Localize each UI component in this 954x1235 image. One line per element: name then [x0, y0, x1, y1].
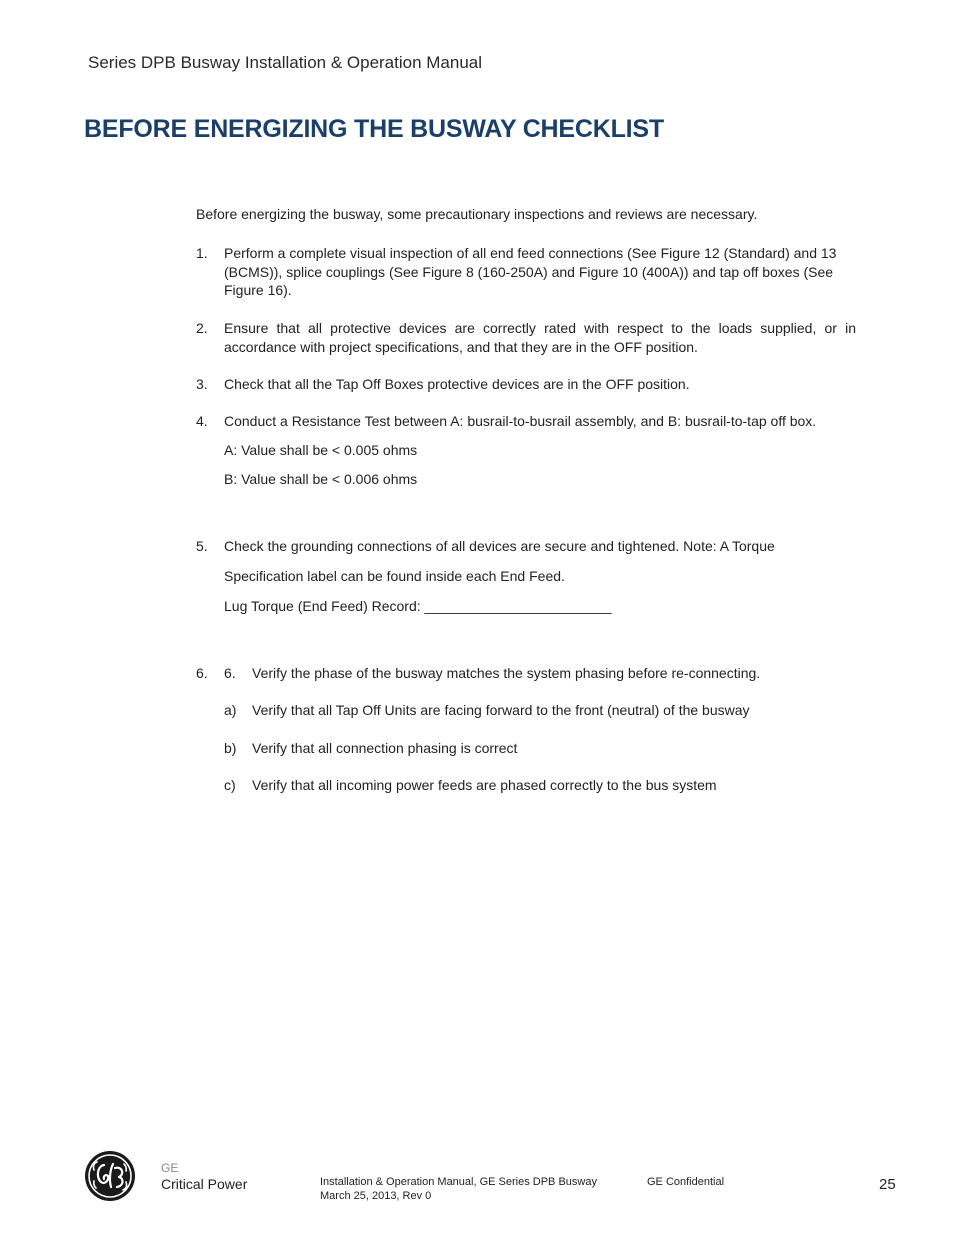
- resistance-value-a: A: Value shall be < 0.005 ohms: [224, 442, 418, 458]
- item-text: Perform a complete visual inspection of all end feed connections (See Figure 12 (Standard) and 13 (BCMS)), splice couplings (See Figure 8 (160-250A) and Figure 10 (400A)) and tap off boxes (See Figure 16).: [224, 245, 837, 298]
- footer-document-title: Installation & Operation Manual, GE Series DPB Busway: [320, 1176, 597, 1188]
- footer-document-date: March 25, 2013, Rev 0: [320, 1190, 432, 1202]
- item-number: 1.: [196, 245, 208, 261]
- item-text: Conduct a Resistance Test between A: busrail-to-busrail assembly, and B: busrail-to-tap off box.: [224, 413, 817, 429]
- checklist-item-3: [196, 375, 856, 394]
- page-number: 25: [879, 1176, 896, 1193]
- item-number: 5.: [196, 538, 208, 554]
- section-title: BEFORE ENERGIZING THE BUSWAY CHECKLIST: [84, 115, 664, 143]
- checklist-item-2: [196, 319, 856, 357]
- running-header: Series DPB Busway Installation & Operation Manual: [88, 53, 483, 72]
- subitem-label: b): [224, 740, 237, 756]
- item-number: 3.: [196, 376, 208, 392]
- item-number: 4.: [196, 413, 208, 429]
- subitem-text: Verify that all connection phasing is correct: [252, 740, 518, 756]
- ge-logo-icon: [84, 1150, 136, 1202]
- resistance-value-b: B: Value shall be < 0.006 ohms: [224, 471, 418, 487]
- intro-paragraph: Before energizing the busway, some precautionary inspections and reviews are necessary.: [196, 206, 758, 222]
- footer-confidential: GE Confidential: [647, 1176, 725, 1188]
- item-number: 6.: [196, 665, 208, 681]
- item-5-text-line1: Check the grounding connections of all devices are secure and tightened. Note: A Torque: [224, 538, 775, 554]
- item-6-text: Verify the phase of the busway matches the system phasing before re-connecting.: [252, 665, 761, 681]
- subitem-label: c): [224, 777, 236, 793]
- lug-torque-record-field: Lug Torque (End Feed) Record: ________________________: [224, 598, 612, 614]
- item-inner-number: 6.: [224, 665, 236, 681]
- subitem-text: Verify that all Tap Off Units are facing forward to the front (neutral) of the busway: [252, 702, 750, 718]
- subitem-text: Verify that all incoming power feeds are phased correctly to the bus system: [252, 777, 717, 793]
- item-5-text-line2: Specification label can be found inside each End Feed.: [224, 568, 565, 584]
- item-number: 2.: [196, 320, 208, 336]
- subitem-label: a): [224, 702, 237, 718]
- checklist-item-4: [196, 412, 856, 431]
- checklist-item-1: [196, 244, 856, 300]
- item-text: Check that all the Tap Off Boxes protective devices are in the OFF position.: [224, 376, 690, 392]
- footer-brand-ge: GE: [161, 1161, 179, 1175]
- footer-brand-critical-power: Critical Power: [161, 1176, 248, 1192]
- item-text: Ensure that all protective devices are correctly rated with respect to the loads supplied, or in accordance with project specifications, and that they are in the OFF position.: [224, 320, 856, 355]
